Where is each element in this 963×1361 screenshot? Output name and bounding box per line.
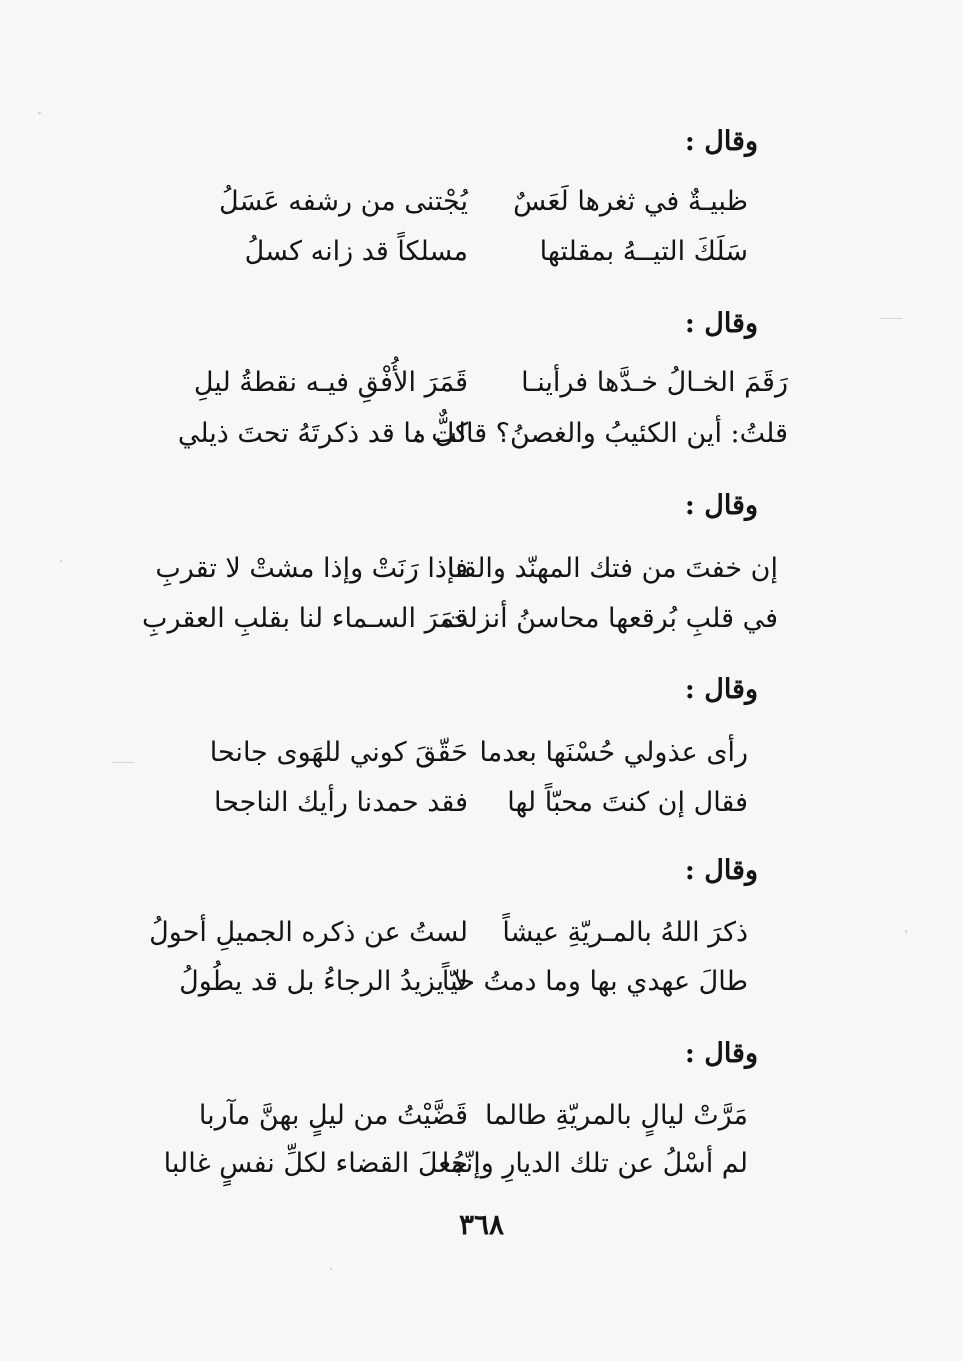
scan-speck [38,112,41,114]
section-heading: وقال : [684,1038,758,1069]
verse-right-hemistich: لم أسْلُ عن تلك الديارِ وإنّما [441,1148,748,1179]
scan-speck [330,1268,332,1270]
verse-left-hemistich: قمَرَ السـماء لنا بقلبِ العقربِ [142,603,468,634]
section-heading: وقال : [684,308,758,339]
verse-left-hemistich: كلٌّ ما قد ذكرتَهُ تحتَ ذيلي [177,418,468,449]
verse-right-hemistich: رأى عذولي حُسْنَها بعدما [479,737,748,768]
scan-speck [905,930,907,933]
verse-right-hemistich: إن خفتَ من فتك المهنّد والقنا [447,553,778,584]
verse-right-hemistich: فقال إن كنتَ محبّاً لها [507,787,748,818]
section-heading: وقال : [684,126,758,157]
verse-left-hemistich: لا يزيدُ الرجاءُ بل قد يطُولُ [179,966,468,997]
verse-right-hemistich: ذكرَ اللهُ بالمـريّةِ عيشاً [502,917,748,948]
verse-left-hemistich: لستُ عن ذكره الجميلِ أحولُ [149,917,468,948]
verse-left-hemistich: فإذا رَنَتْ وإذا مشتْ لا تقربِ [155,553,468,584]
verse-right-hemistich: رَقَمَ الخـالُ خـدَّها فرأينـا [521,367,788,398]
verse-left-hemistich: جُعلَ القضاء لكلِّ نفسٍ غالبا [163,1148,468,1179]
verse-right-hemistich: طالَ عهدي بها وما دمتُ حيّاً [441,966,748,997]
verse-right-hemistich: ظبيـةٌ في ثغرها لَعَسٌ [513,186,748,217]
verse-right-hemistich: سَلَكَ التيــهُ بمقلتها [539,236,748,267]
verse-left-hemistich: قَمَرَ الأُفْقِ فيـه نقطةُ ليلِ [193,367,468,398]
verse-left-hemistich: مسلكاً قد زانه كسلُ [244,236,468,267]
page-number: ٣٦٨ [458,1208,505,1241]
verse-left-hemistich: حَقّقَ كوني للهَوى جانحا [209,737,468,768]
verse-left-hemistich: فقد حمدنا رأيك الناجحا [214,787,468,818]
verse-right-hemistich: مَرَّتْ ليالٍ بالمريّةِ طالما [485,1100,748,1131]
verse-right-hemistich: قلتُ: أين الكئيبُ والغصنُ؟ قالت : [413,418,788,449]
verse-left-hemistich: قَضَّيْتُ من ليلٍ بهنَّ مآربا [198,1100,468,1131]
scan-speck [60,560,62,562]
section-heading: وقال : [684,490,758,521]
scan-speck [880,318,902,319]
scan-speck [112,762,134,763]
verse-right-hemistich: في قلبِ بُرقعها محاسنُ أنزلت [442,603,778,634]
verse-left-hemistich: يُجْتنى من رشفه عَسَلُ [219,186,468,217]
section-heading: وقال : [684,674,758,705]
section-heading: وقال : [684,855,758,886]
